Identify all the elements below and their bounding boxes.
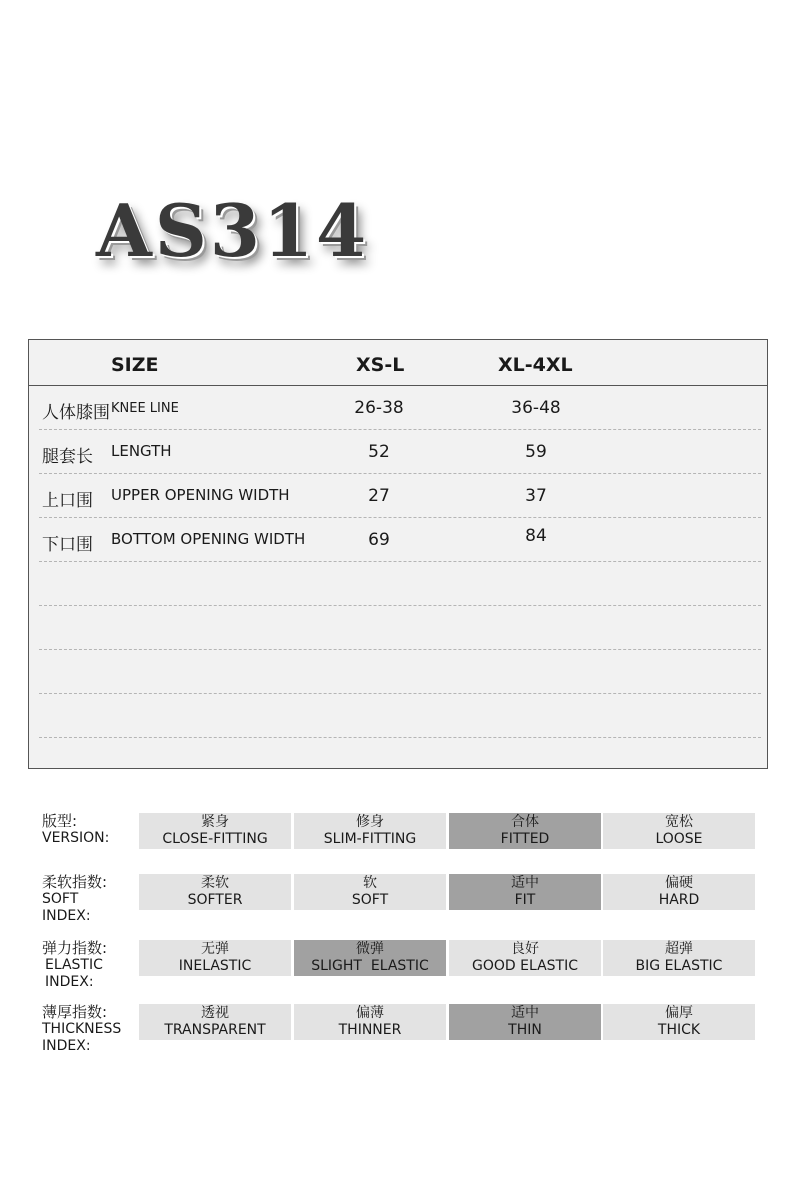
option-zh: 透视 — [201, 1005, 229, 1021]
option-en: GOOD ELASTIC — [471, 958, 578, 974]
option-en: BIG ELASTIC — [635, 958, 723, 974]
property-label-en: THICKNESS INDEX: — [42, 1021, 122, 1054]
row-value-xs-l: 26-38 — [354, 398, 404, 418]
option-zh: 修身 — [356, 814, 384, 830]
option-slight-elastic-selected — [294, 940, 446, 976]
row-value-xl-4xl: 59 — [525, 442, 547, 462]
row-label-en: KNEE LINE — [111, 401, 179, 416]
option-inelastic — [139, 940, 291, 976]
size-chart-table — [28, 339, 768, 769]
option-loose — [603, 813, 755, 849]
row-value-xs-l: 69 — [368, 530, 390, 550]
option-zh: 适中 — [511, 1005, 539, 1021]
property-label-zh: 弹力指数: — [42, 939, 108, 957]
property-label-en: VERSION: — [42, 830, 110, 846]
option-fitted-selected — [449, 813, 601, 849]
size-col-xs-l: XS-L — [356, 354, 405, 376]
option-good-elastic — [449, 940, 601, 976]
option-en: THINNER — [338, 1022, 402, 1038]
option-zh: 适中 — [511, 875, 539, 891]
option-en: SOFTER — [187, 892, 243, 908]
row-value-xs-l: 52 — [368, 442, 390, 462]
option-fit-selected — [449, 874, 601, 910]
option-slim-fitting — [294, 813, 446, 849]
property-label-zh: 柔软指数: — [42, 873, 108, 891]
row-label-en: LENGTH — [111, 442, 172, 460]
option-zh: 紧身 — [201, 814, 229, 830]
option-en: THIN — [508, 1022, 542, 1038]
option-zh: 偏硬 — [665, 875, 693, 891]
option-zh: 软 — [363, 875, 377, 891]
option-en: CLOSE-FITTING — [162, 831, 268, 847]
row-value-xl-4xl: 37 — [525, 486, 547, 506]
row-label-en: BOTTOM OPENING WIDTH — [111, 530, 306, 548]
empty-table-row — [39, 562, 761, 606]
option-en: HARD — [658, 892, 700, 908]
option-close-fitting — [139, 813, 291, 849]
empty-table-row — [39, 650, 761, 694]
option-thinner — [294, 1004, 446, 1040]
size-col-xl-4xl: XL-4XL — [498, 354, 573, 376]
option-en: FIT — [514, 892, 536, 908]
option-zh: 超弹 — [665, 941, 693, 957]
table-row — [39, 474, 761, 518]
option-zh: 柔软 — [201, 875, 229, 891]
row-label-zh: 人体膝围 — [42, 403, 110, 423]
option-soft — [294, 874, 446, 910]
row-label-en: UPPER OPENING WIDTH — [111, 486, 290, 504]
property-label-zh: 版型: — [42, 812, 78, 830]
row-label-zh: 下口围 — [42, 535, 93, 555]
option-en: SOFT — [351, 892, 389, 908]
property-label — [42, 1004, 138, 1055]
row-label-zh: 上口围 — [42, 491, 93, 511]
option-en: FITTED — [500, 831, 550, 847]
option-en: SLIM-FITTING — [323, 831, 417, 847]
option-zh: 偏厚 — [665, 1005, 693, 1021]
option-en: LOOSE — [655, 831, 703, 847]
table-row — [39, 386, 761, 430]
empty-table-row — [39, 606, 761, 650]
property-label-en: ELASTIC INDEX: — [45, 957, 103, 990]
row-label-zh: 腿套长 — [42, 447, 93, 467]
property-label — [42, 874, 138, 925]
size-chart-header — [29, 340, 767, 386]
row-value-xs-l: 27 — [368, 486, 390, 506]
option-thick — [603, 1004, 755, 1040]
option-transparent — [139, 1004, 291, 1040]
option-hard — [603, 874, 755, 910]
option-en: THICK — [657, 1022, 701, 1038]
option-zh: 合体 — [511, 814, 539, 830]
option-zh: 良好 — [511, 941, 539, 957]
row-value-xl-4xl: 36-48 — [511, 398, 561, 418]
option-zh: 偏薄 — [356, 1005, 384, 1021]
option-big-elastic — [603, 940, 755, 976]
row-value-xl-4xl: 84 — [525, 526, 547, 546]
property-label — [42, 813, 138, 847]
option-softer — [139, 874, 291, 910]
empty-table-row — [39, 694, 761, 738]
option-en: INELASTIC — [178, 958, 252, 974]
option-zh: 微弹 — [356, 941, 384, 957]
option-zh: 无弹 — [201, 941, 229, 957]
size-header-label: SIZE — [111, 354, 159, 376]
table-row — [39, 430, 761, 474]
option-en: SLIGHT ELASTIC — [311, 958, 429, 974]
option-thin-selected — [449, 1004, 601, 1040]
property-label — [42, 940, 138, 991]
table-row — [39, 518, 761, 562]
option-en: TRANSPARENT — [164, 1022, 266, 1038]
option-zh: 宽松 — [665, 814, 693, 830]
property-label-en: SOFT INDEX: — [42, 891, 91, 924]
property-label-zh: 薄厚指数: — [42, 1003, 108, 1021]
product-code-logo: AS314 — [96, 188, 370, 273]
